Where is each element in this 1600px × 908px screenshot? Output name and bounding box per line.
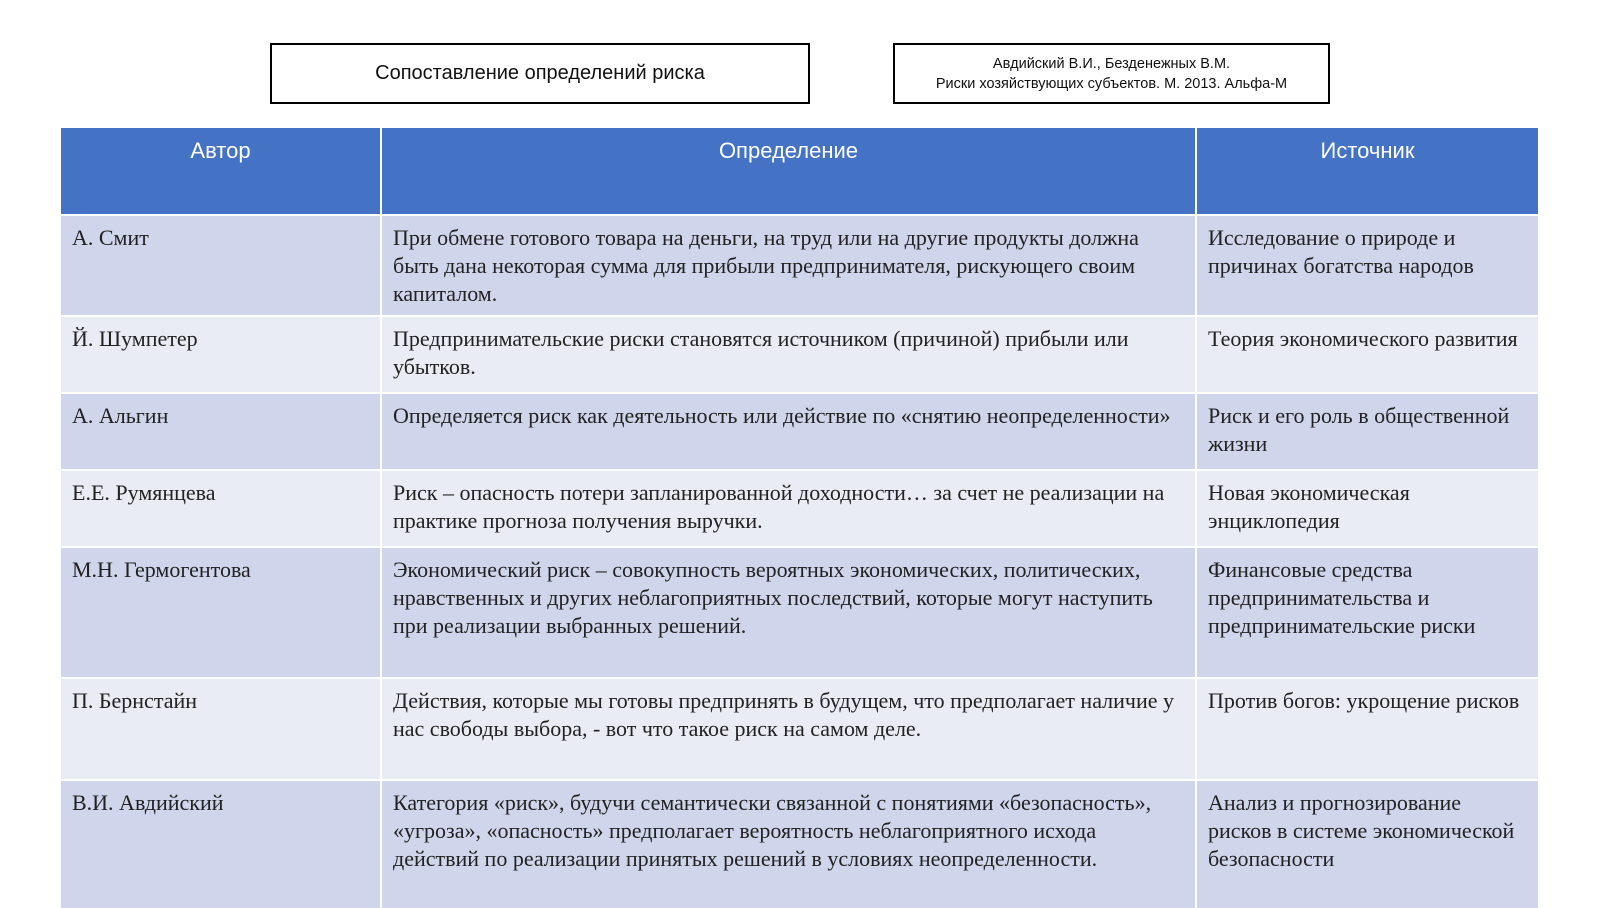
definition-cell: Предпринимательские риски становятся источником (причиной) прибыли или убытков. xyxy=(381,316,1196,393)
header-author: Автор xyxy=(61,128,381,215)
table-row xyxy=(61,678,1538,780)
reference-book: Риски хозяйствующих субъектов. М. 2013. Альфа-М xyxy=(935,75,1288,92)
author-cell: П. Бернстайн xyxy=(61,678,381,780)
header-definition: Определение xyxy=(381,128,1196,215)
definition-cell: Определяется риск как деятельность или действие по «снятию неопределенности» xyxy=(381,393,1196,470)
table-row xyxy=(61,470,1538,547)
source-cell: Новая экономическая энциклопедия xyxy=(1196,470,1538,547)
source-cell: Исследование о природе и причинах богатства народов xyxy=(1196,215,1538,316)
definition-cell: Категория «риск», будучи семантически связанной с понятиями «безопасность», «угроза», «опасность» предполагает вероятность неблагоприятного исхода действий по реализации принятых решений в условиях неопределенности. xyxy=(381,780,1196,908)
author-cell: Й. Шумпетер xyxy=(61,316,381,393)
definition-cell: Экономический риск – совокупность вероятных экономических, политических, нравственных и других неблагоприятных последствий, которые могут наступить при реализации выбранных решений. xyxy=(381,547,1196,678)
definition-cell: Действия, которые мы готовы предпринять в будущем, что предполагает наличие у нас свободы выбора, - вот что такое риск на самом деле. xyxy=(381,678,1196,780)
table-header-row xyxy=(61,128,1538,215)
author-cell: В.И. Авдийский xyxy=(61,780,381,908)
author-cell: А. Альгин xyxy=(61,393,381,470)
source-cell: Против богов: укрощение рисков xyxy=(1196,678,1538,780)
table-row xyxy=(61,316,1538,393)
author-cell: Е.Е. Румянцева xyxy=(61,470,381,547)
header-source: Источник xyxy=(1196,128,1538,215)
reference-authors: Авдийский В.И., Безденежных В.М. xyxy=(992,55,1231,72)
source-cell: Финансовые средства предпринимательства и предпринимательские риски xyxy=(1196,547,1538,678)
source-cell: Риск и его роль в общественной жизни xyxy=(1196,393,1538,470)
source-cell: Теория экономического развития xyxy=(1196,316,1538,393)
author-cell: А. Смит xyxy=(61,215,381,316)
reference-box xyxy=(893,43,1330,104)
table-row xyxy=(61,215,1538,316)
slide-title: Сопоставление определений риска xyxy=(375,62,705,84)
definition-cell: Риск – опасность потери запланированной доходности… за счет не реализации на практике прогноза получения выручки. xyxy=(381,470,1196,547)
title-box xyxy=(270,43,810,104)
definitions-table xyxy=(61,128,1538,908)
source-cell: Анализ и прогнозирование рисков в системе экономической безопасности xyxy=(1196,780,1538,908)
definition-cell: При обмене готового товара на деньги, на труд или на другие продукты должна быть дана некоторая сумма для прибыли предпринимателя, рискующего своим капиталом. xyxy=(381,215,1196,316)
author-cell: М.Н. Гермогентова xyxy=(61,547,381,678)
table-row xyxy=(61,393,1538,470)
table-row xyxy=(61,780,1538,908)
table-row xyxy=(61,547,1538,678)
